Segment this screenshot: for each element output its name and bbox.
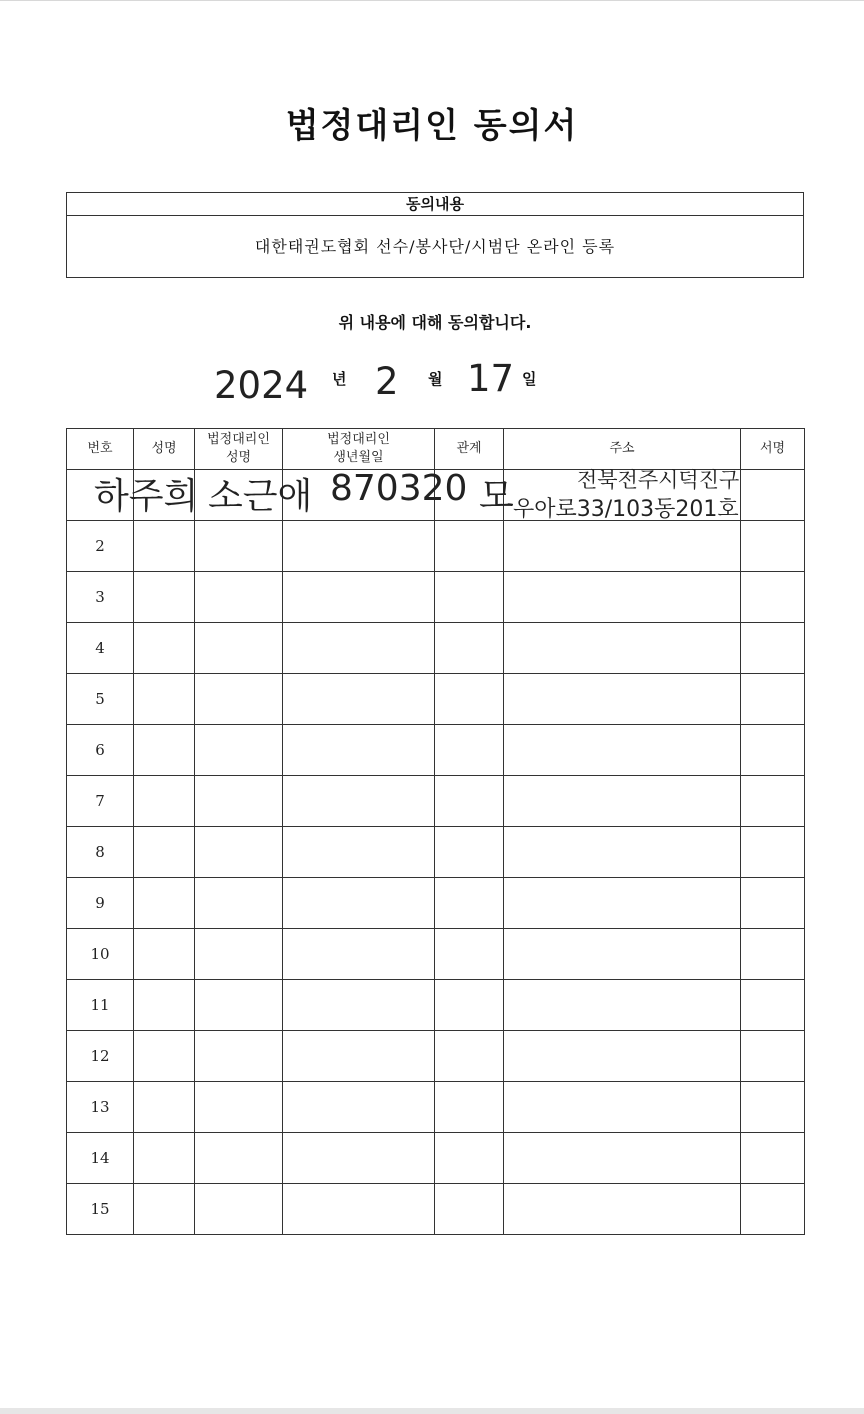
cell-signature [741, 980, 805, 1031]
date-year-label: 년 [332, 370, 347, 388]
cell-address [504, 929, 741, 980]
table-row [67, 1082, 805, 1133]
consent-header: 동의내용 [67, 193, 803, 216]
table-row [67, 929, 805, 980]
consent-box [66, 192, 804, 278]
cell-address [504, 776, 741, 827]
table-row [67, 623, 805, 674]
header-guardian-birth [283, 429, 435, 470]
entry-relation: 모 [479, 476, 514, 517]
table-row [67, 674, 805, 725]
date-day-value: 17 [467, 357, 515, 400]
cell-number: 2 [67, 521, 134, 572]
top-edge [0, 0, 864, 1]
cell-relation [435, 878, 504, 929]
table-row [67, 827, 805, 878]
cell-number: 9 [67, 878, 134, 929]
cell-guardian-birth [283, 776, 435, 827]
cell-name [134, 827, 195, 878]
cell-relation [435, 623, 504, 674]
cell-signature [741, 929, 805, 980]
cell-number: 11 [67, 980, 134, 1031]
cell-guardian-birth [283, 827, 435, 878]
entry-address-line2: 우아로33/103동201호 [513, 497, 739, 522]
cell-guardian-name [195, 623, 283, 674]
cell-guardian-birth [283, 1133, 435, 1184]
cell-name [134, 878, 195, 929]
cell-signature [741, 827, 805, 878]
cell-number: 3 [67, 572, 134, 623]
header-guardian-birth-line1: 법정대리인 [327, 432, 390, 447]
cell-signature [741, 1184, 805, 1235]
consent-content: 대한태권도협회 선수/봉사단/시범단 온라인 등록 [254, 237, 616, 256]
cell-guardian-name [195, 1031, 283, 1082]
cell-signature [741, 1031, 805, 1082]
cell-relation [435, 1133, 504, 1184]
table-row [67, 878, 805, 929]
cell-signature [741, 623, 805, 674]
cell-guardian-name [195, 572, 283, 623]
cell-number: 8 [67, 827, 134, 878]
cell-signature [741, 776, 805, 827]
bottom-edge [0, 1408, 864, 1414]
table-row [67, 980, 805, 1031]
cell-guardian-birth [283, 623, 435, 674]
cell-guardian-birth [283, 674, 435, 725]
date-day-label: 일 [522, 370, 537, 388]
header-guardian-name [195, 429, 283, 470]
header-number: 번호 [67, 429, 134, 470]
cell-signature [741, 470, 805, 521]
cell-guardian-birth [283, 1184, 435, 1235]
table-row [67, 1133, 805, 1184]
header-relation: 관계 [435, 429, 504, 470]
cell-guardian-name [195, 1184, 283, 1235]
cell-guardian-name [195, 1133, 283, 1184]
cell-number: 6 [67, 725, 134, 776]
cell-name [134, 674, 195, 725]
cell-number: 4 [67, 623, 134, 674]
cell-address [504, 1133, 741, 1184]
header-signature: 서명 [741, 429, 805, 470]
cell-guardian-name [195, 521, 283, 572]
cell-signature [741, 1133, 805, 1184]
header-name: 성명 [134, 429, 195, 470]
cell-name [134, 980, 195, 1031]
header-address: 주소 [504, 429, 741, 470]
cell-address [504, 674, 741, 725]
cell-guardian-name [195, 929, 283, 980]
cell-number: 5 [67, 674, 134, 725]
table-body [67, 521, 805, 1235]
cell-number: 10 [67, 929, 134, 980]
cell-number: 15 [67, 1184, 134, 1235]
cell-guardian-name [195, 725, 283, 776]
cell-relation [435, 1031, 504, 1082]
cell-name [134, 1031, 195, 1082]
cell-relation [435, 725, 504, 776]
cell-name [134, 776, 195, 827]
cell-address [504, 1082, 741, 1133]
cell-name [134, 1184, 195, 1235]
cell-number: 14 [67, 1133, 134, 1184]
cell-guardian-birth [283, 1082, 435, 1133]
cell-number: 13 [67, 1082, 134, 1133]
cell-relation [435, 1184, 504, 1235]
header-guardian-name-line2: 성명 [225, 450, 252, 465]
entry-student-name: 하주희 [94, 476, 199, 517]
table-row [67, 1184, 805, 1235]
cell-guardian-birth [283, 980, 435, 1031]
cell-signature [741, 674, 805, 725]
cell-relation [435, 674, 504, 725]
agreement-statement: 위 내용에 대해 동의합니다. [338, 313, 532, 332]
cell-address [504, 572, 741, 623]
cell-relation [435, 1082, 504, 1133]
entry-guardian-birth: 870320 [330, 468, 468, 509]
cell-name [134, 929, 195, 980]
guardian-roster-table [66, 428, 805, 1235]
header-guardian-birth-line2: 생년월일 [333, 450, 384, 465]
cell-guardian-birth [283, 929, 435, 980]
cell-name [134, 1133, 195, 1184]
entry-guardian-name: 소근애 [208, 476, 313, 517]
header-guardian-name-line1: 법정대리인 [207, 432, 270, 447]
cell-relation [435, 929, 504, 980]
cell-signature [741, 878, 805, 929]
document-title: 법정대리인 동의서 [285, 106, 579, 146]
cell-signature [741, 725, 805, 776]
date-year-value: 2024 [214, 364, 309, 407]
cell-address [504, 878, 741, 929]
cell-guardian-birth [283, 572, 435, 623]
cell-address [504, 521, 741, 572]
cell-name [134, 623, 195, 674]
table-row [67, 521, 805, 572]
cell-guardian-birth [283, 521, 435, 572]
entry-address-line1: 전북전주시덕진구 [577, 468, 740, 492]
cell-signature [741, 1082, 805, 1133]
cell-name [134, 572, 195, 623]
cell-guardian-name [195, 776, 283, 827]
cell-relation [435, 572, 504, 623]
cell-number: 7 [67, 776, 134, 827]
cell-address [504, 1031, 741, 1082]
cell-relation [435, 521, 504, 572]
table-row [67, 1031, 805, 1082]
cell-guardian-birth [283, 725, 435, 776]
table-row [67, 572, 805, 623]
cell-address [504, 1184, 741, 1235]
cell-signature [741, 521, 805, 572]
date-month-label: 월 [428, 370, 443, 388]
cell-guardian-birth [283, 878, 435, 929]
cell-relation [435, 827, 504, 878]
cell-name [134, 521, 195, 572]
cell-address [504, 623, 741, 674]
date-month-value: 2 [375, 360, 399, 403]
cell-number: 12 [67, 1031, 134, 1082]
cell-guardian-birth [283, 1031, 435, 1082]
cell-signature [741, 572, 805, 623]
cell-relation [435, 980, 504, 1031]
table-row [67, 776, 805, 827]
cell-address [504, 980, 741, 1031]
cell-guardian-name [195, 980, 283, 1031]
table-row [67, 725, 805, 776]
cell-guardian-name [195, 674, 283, 725]
cell-guardian-name [195, 827, 283, 878]
cell-name [134, 725, 195, 776]
cell-name [134, 1082, 195, 1133]
cell-address [504, 827, 741, 878]
cell-address [504, 725, 741, 776]
cell-guardian-name [195, 878, 283, 929]
cell-relation [435, 776, 504, 827]
cell-guardian-name [195, 1082, 283, 1133]
